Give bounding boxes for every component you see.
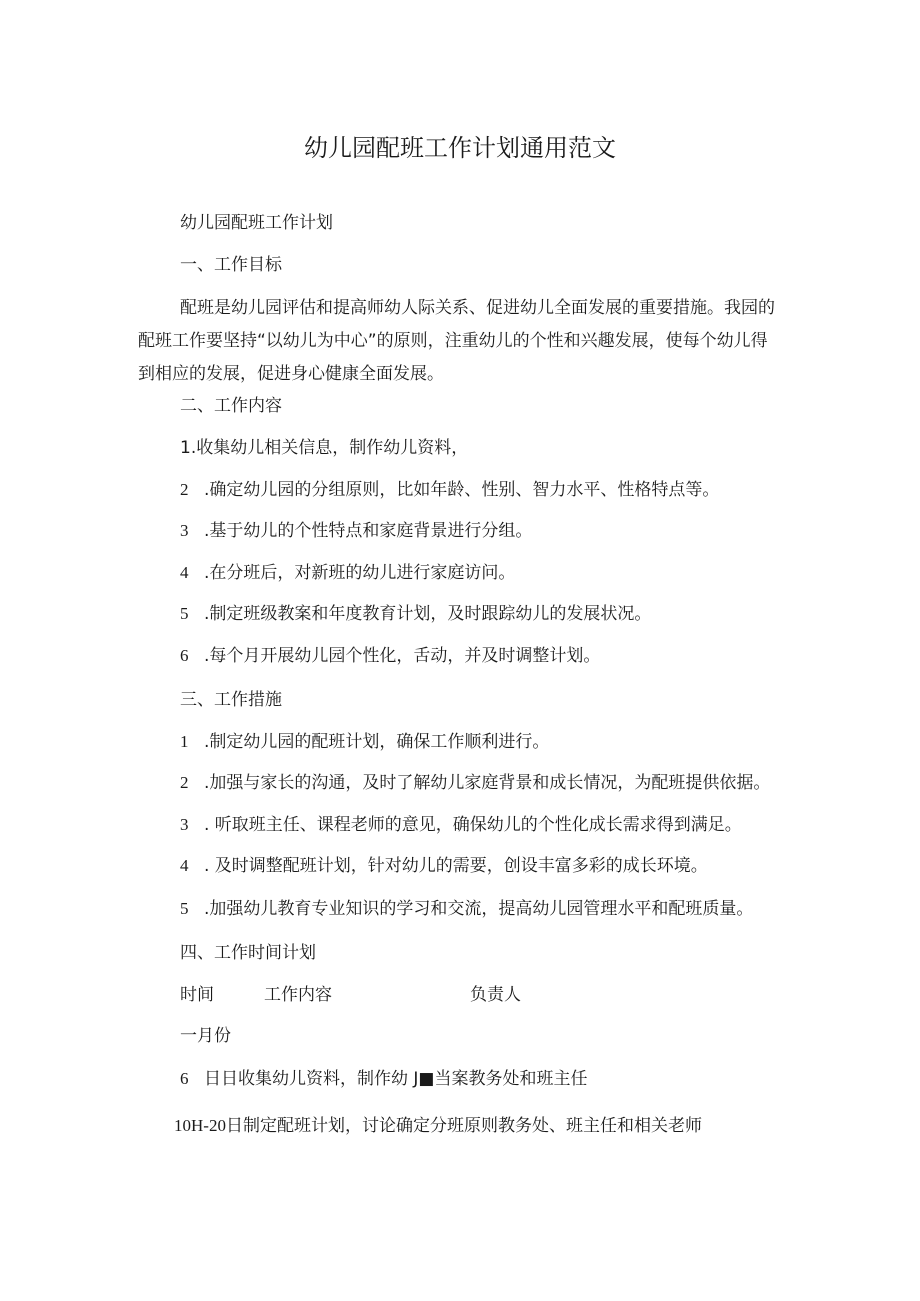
list-item-number: 4 (180, 563, 189, 582)
schedule-row-date: 10H-20 (174, 1116, 226, 1135)
list-item-text: .基于幼儿的个性特点和家庭背景进行分组。 (204, 521, 533, 541)
list-item-text: 收集幼儿相关信息，制作幼儿资料， (196, 438, 469, 458)
list-item-number: 1 (180, 732, 189, 751)
list-item-text: .确定幼儿园的分组原则，比如年龄、性别、智力水平、性格特点等。 (204, 480, 720, 500)
list-item-text: . 听取班主任、课程老师的意见，确保幼儿的个性化成长需求得到满足。 (204, 815, 742, 835)
list-item (180, 897, 753, 921)
list-item-number: 6 (180, 646, 189, 665)
list-item-text: . 及时调整配班计划，针对幼儿的需要，创设丰富多彩的成长环境。 (204, 856, 708, 876)
section-heading-goals: 一、工作目标 (180, 255, 282, 275)
goals-paragraph-line: 到相应的发展，促进身心健康全面发展。 (138, 364, 444, 384)
list-item-number: 5 (180, 604, 189, 623)
list-item (180, 813, 742, 837)
list-item-number: 4 (180, 856, 189, 875)
schedule-row-date: 6 (180, 1069, 189, 1088)
list-item-text: .加强幼儿教育专业知识的学习和交流，提高幼儿园管理水平和配班质量。 (204, 899, 754, 919)
list-item-text: .制定班级教案和年度教育计划，及时跟踪幼儿的发展状况。 (204, 604, 652, 624)
schedule-row-text: 日制定配班计划，讨论确定分班原则教务处、班主任和相关老师 (225, 1116, 702, 1136)
list-item-number: 5 (180, 899, 189, 918)
document-title: 幼儿园配班工作计划通用范文 (304, 134, 616, 162)
list-item (180, 519, 532, 543)
list-item-text: .在分班后，对新班的幼儿进行家庭访问。 (204, 563, 516, 583)
list-item (180, 561, 515, 585)
list-item-text: .加强与家长的沟通，及时了解幼儿家庭背景和成长情况，为配班提供依据。 (204, 773, 771, 793)
list-item-text: .制定幼儿园的配班计划，确保工作顺利进行。 (204, 732, 550, 752)
goals-paragraph-line: 配班是幼儿园评估和提高师幼人际关系、促进幼儿全面发展的重要措施。我园的 (180, 298, 775, 318)
column-header-owner: 负责人 (470, 985, 521, 1005)
schedule-row (180, 1067, 587, 1091)
schedule-row-text: 日日收集幼儿资料，制作幼 J■当案教务处和班主任 (204, 1069, 588, 1089)
section-heading-content: 二、工作内容 (180, 396, 282, 416)
list-item-number: 1. (180, 438, 197, 458)
list-item (180, 730, 549, 754)
list-item-number: 2 (180, 480, 189, 499)
document-subtitle: 幼儿园配班工作计划 (180, 213, 333, 233)
column-header-time: 时间 (180, 985, 214, 1005)
list-item-number: 2 (180, 773, 189, 792)
list-item (180, 478, 719, 502)
list-item (180, 436, 468, 460)
list-item (180, 644, 600, 668)
goals-paragraph-line: 配班工作要坚持“以幼儿为中心”的原则，注重幼儿的个性和兴趣发展，使每个幼儿得 (138, 331, 768, 351)
column-header-content: 工作内容 (264, 985, 332, 1005)
list-item (180, 602, 651, 626)
list-item (180, 771, 770, 795)
list-item-number: 3 (180, 521, 189, 540)
list-item-number: 3 (180, 815, 189, 834)
section-heading-schedule: 四、工作时间计划 (180, 943, 316, 963)
goals-paragraph (138, 292, 778, 391)
schedule-month: 一月份 (180, 1026, 231, 1046)
schedule-column-headers (180, 983, 521, 1007)
section-heading-measures: 三、工作措施 (180, 690, 282, 710)
schedule-row (174, 1114, 702, 1138)
list-item (180, 854, 708, 878)
list-item-text: .每个月开展幼儿园个性化，舌动，并及时调整计划。 (204, 646, 601, 666)
